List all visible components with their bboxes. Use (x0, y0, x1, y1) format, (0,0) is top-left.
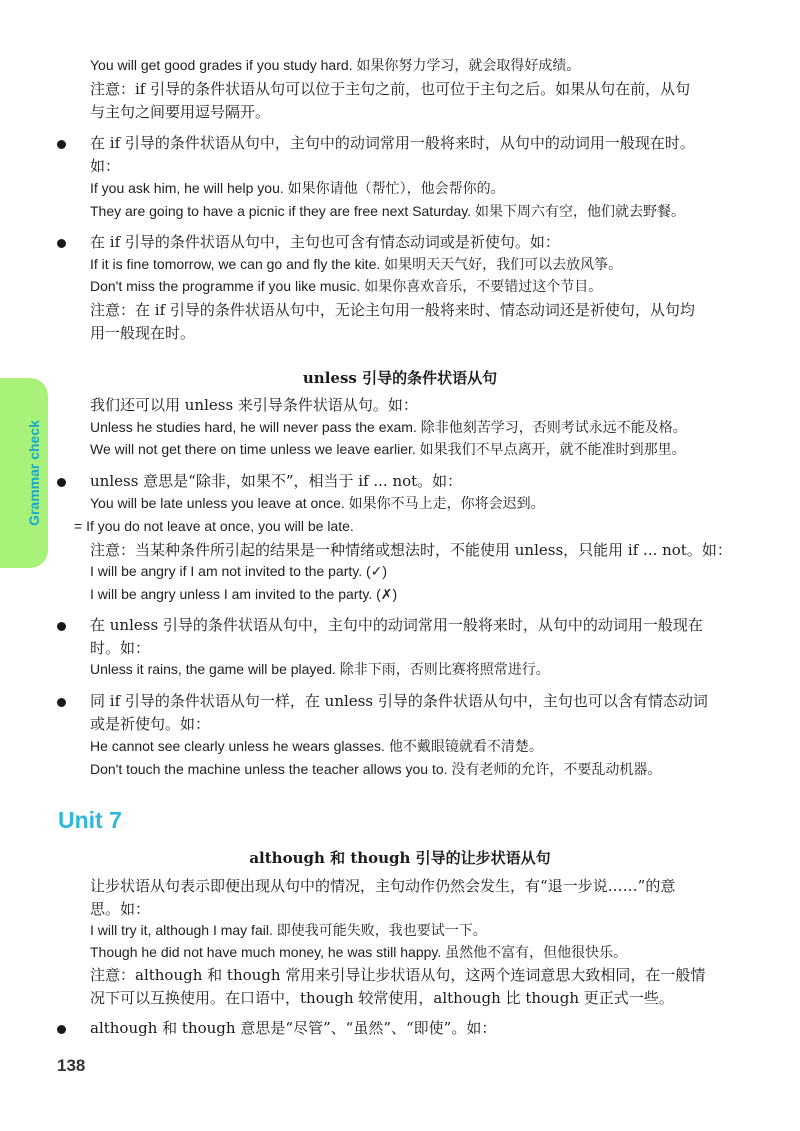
bullet-icon (57, 140, 66, 149)
explanation-text: 用一般现在时。 (90, 324, 196, 342)
explanation-text: 如： (90, 157, 121, 175)
bullet-icon (57, 1025, 66, 1034)
unit-heading: Unit 7 (58, 807, 122, 833)
bullet-icon (57, 622, 66, 631)
side-tab-label: Grammar check (26, 420, 42, 526)
bullet-icon (57, 239, 66, 248)
example-sentence: If you ask him, he will help you. 如果你请他（帮忙），他会帮你的。 (90, 180, 505, 196)
bullet-icon (57, 698, 66, 707)
explanation-text: 况下可以互换使用。在口语中，though 较常使用，although 比 though 更正式一些。 (90, 989, 674, 1007)
bullet-icon (57, 478, 66, 487)
example-sentence: Don't miss the programme if you like music. 如果你喜欢音乐，不要错过这个节目。 (90, 278, 603, 294)
explanation-text: 让步状语从句表示即便出现从句中的情况，主句动作仍然会发生，有“退一步说……”的意 (90, 877, 676, 895)
example-sentence: If it is fine tomorrow, we can go and fly the kite. 如果明天天气好，我们可以去放风筝。 (90, 256, 623, 272)
example-sentence: He cannot see clearly unless he wears glasses. 他不戴眼镜就看不清楚。 (90, 738, 543, 754)
explanation-text: 注意：当某种条件所引起的结果是一种情绪或想法时，不能使用 unless，只能用 if ... not。如： (90, 541, 732, 559)
example-sentence: I will be angry unless I am invited to the party. (✗) (90, 586, 398, 602)
page-number: 138 (57, 1056, 86, 1075)
explanation-text: 在 if 引导的条件状语从句中，主句也可含有情态动词或是祈使句。如： (90, 233, 560, 251)
explanation-text: 我们还可以用 unless 来引导条件状语从句。如： (90, 396, 418, 414)
explanation-text: 注意：although 和 though 常用来引导让步状语从句，这两个连词意思大致相同，在一般情 (90, 966, 706, 984)
explanation-text: although 和 though 意思是“尽管”、“虽然”、“即使”。如： (90, 1019, 497, 1037)
example-sentence: You will get good grades if you study hard. 如果你努力学习，就会取得好成绩。 (90, 57, 581, 73)
example-sentence: We will not get there on time unless we leave earlier. 如果我们不早点离开，就不能准时到那里。 (90, 441, 686, 457)
example-sentence: Unless it rains, the game will be played. 除非下雨，否则比赛将照常进行。 (90, 661, 550, 677)
section-heading: unless 引导的条件状语从句 (302, 369, 498, 387)
example-sentence: You will be late unless you leave at once. 如果你不马上走，你将会迟到。 (90, 495, 545, 511)
explanation-text: 或是祈使句。如： (90, 715, 211, 733)
example-sentence: = If you do not leave at once, you will be late. (74, 518, 354, 534)
explanation-text: 在 if 引导的条件状语从句中，主句中的动词常用一般将来时，从句中的动词用一般现在时。 (90, 134, 695, 152)
example-sentence: Unless he studies hard, he will never pass the exam. 除非他刻苦学习，否则考试永远不能及格。 (90, 419, 687, 435)
explanation-text: unless 意思是“除非，如果不”，相当于 if ... not。如： (90, 472, 463, 490)
section-heading: although 和 though 引导的让步状语从句 (249, 849, 551, 867)
explanation-text: 时。如： (90, 639, 151, 657)
explanation-text: 同 if 引导的条件状语从句一样，在 unless 引导的条件状语从句中，主句也可以含有情态动词 (90, 692, 708, 710)
explanation-text: 注意：在 if 引导的条件状语从句中，无论主句用一般将来时、情态动词还是祈使句，从句均 (90, 301, 695, 319)
example-sentence: They are going to have a picnic if they are free next Saturday. 如果下周六有空，他们就去野餐。 (90, 203, 685, 219)
explanation-text: 思。如： (90, 900, 151, 918)
example-sentence: Don't touch the machine unless the teacher allows you to. 没有老师的允许，不要乱动机器。 (90, 761, 662, 777)
example-sentence: I will try it, although I may fail. 即使我可能失败，我也要试一下。 (90, 922, 487, 938)
explanation-text: 在 unless 引导的条件状语从句中，主句中的动词常用一般将来时，从句中的动词用一般现在 (90, 616, 703, 634)
explanation-text: 与主句之间要用逗号隔开。 (90, 103, 271, 121)
explanation-text: 注意：if 引导的条件状语从句可以位于主句之前，也可位于主句之后。如果从句在前，从句 (90, 80, 691, 98)
example-sentence: I will be angry if I am not invited to the party. (✓) (90, 563, 388, 579)
example-sentence: Though he did not have much money, he was still happy. 虽然他不富有，但他很快乐。 (90, 944, 628, 960)
